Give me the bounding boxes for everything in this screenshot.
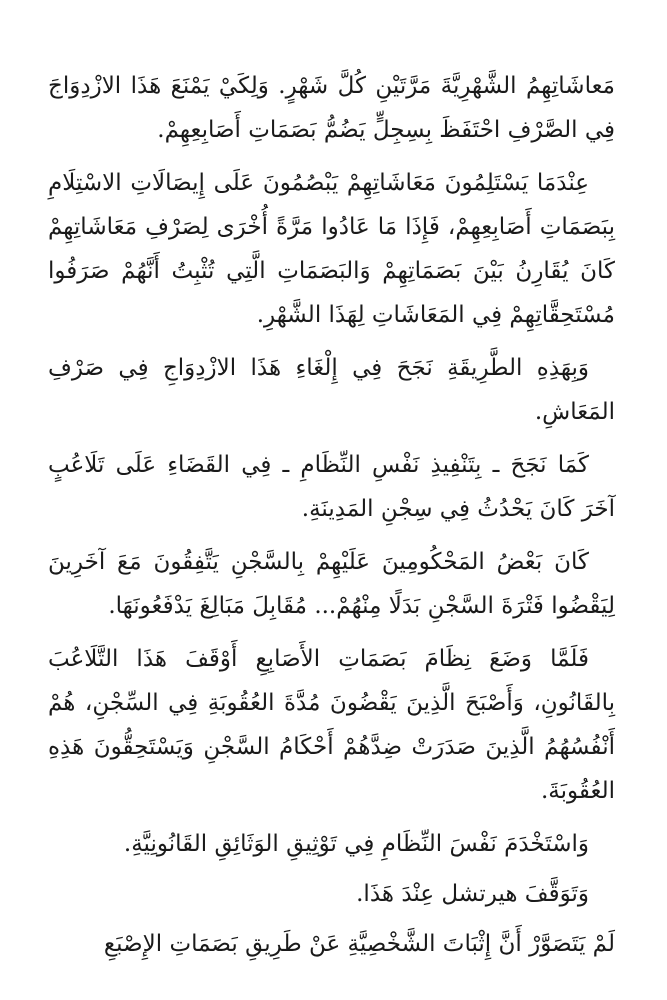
paragraph-7: وَاسْتَخْدَمَ نَفْسَ النِّظَامِ فِي تَوْثِيقِ الوَثَائِقِ القَانُونِيَّةِ. [123, 831, 589, 857]
paragraph-4: كَمَا نَجَحَ ـ بِتَنْفِيذِ نَفْسِ النِّظَامِ ـ فِي القَضَاءِ عَلَى تَلَاعُبٍ آخَرَ كَانَ يَحْدُثُ فِي سِجْنِ المَدِينَةِ. [48, 452, 615, 522]
paragraph-8: وَتَوَقَّفَ هيرتشل عِنْدَ هَذَا. [356, 881, 589, 907]
paragraph-2: عِنْدَمَا يَسْتَلِمُونَ مَعَاشَاتِهِمْ يَبْصُمُونَ عَلَى إِيصَالَاتِ الاسْتِلَامِ بِبَصَمَاتِ أَصَابِعِهِمْ، فَإِذَا مَا عَادُوا مَرَّةً أُخْرَى لِصَرْفِ مَعَاشَاتِهِمْ كَانَ يُقَارِنُ بَيْنَ بَصَمَاتِهِمْ وَالبَصَمَاتِ الَّتِي تُثْبِتُ أَنَّهُمْ صَرَفُوا مُسْتَحِقَّاتِهِمْ فِي المَعَاشَاتِ لِهَذَا الشَّهْرِ. [48, 170, 615, 328]
paragraph-6: فَلَمَّا وَضَعَ نِظَامَ بَصَمَاتِ الأَصَابِعِ أَوْقَفَ هَذَا التَّلَاعُبَ بِالقَانُونِ، وَأَصْبَحَ الَّذِينَ يَقْضُونَ مُدَّةَ العُقُوبَةِ فِي السِّجْنِ، هُمْ أَنْفُسُهُمُ الَّذِينَ صَدَرَتْ ضِدَّهُمْ أَحْكَامُ السَّجْنِ وَيَسْتَحِقُّونَ هَذِهِ العُقُوبَةَ. [48, 646, 615, 804]
paragraph-5: كَانَ بَعْضُ المَحْكُومِينَ عَلَيْهِمْ بِالسَّجْنِ يَتَّفِقُونَ مَعَ آخَرِينَ لِيَقْضُوا فَتْرَةَ السَّجْنِ بَدَلًا مِنْهُمْ... مُقَابِلَ مَبَالِغَ يَدْفَعُونَهَا. [48, 549, 615, 619]
paragraph-9: لَمْ يَتَصَوَّرْ أَنَّ إِثْبَاتَ الشَّخْصِيَّةِ عَنْ طَرِيقِ بَصَمَاتِ الإِصْبَعِ [103, 931, 615, 957]
paragraph-3: وَبِهَذِهِ الطَّرِيقَةِ نَجَحَ فِي إِلْغَاءِ هَذَا الازْدِوَاجِ فِي صَرْفِ المَعَاشِ. [48, 355, 615, 425]
paragraph-1: مَعاشَاتِهِمُ الشَّهْرِيَّةَ مَرَّتَيْنِ كُلَّ شَهْرٍ. وَلِكَيْ يَمْنَعَ هَذَا الازْدِوَاجَ فِي الصَّرْفِ احْتَفَظَ بِسِجِلٍّ يَضُمُّ بَصَمَاتِ أَصَابِعِهِمْ. [48, 73, 615, 143]
